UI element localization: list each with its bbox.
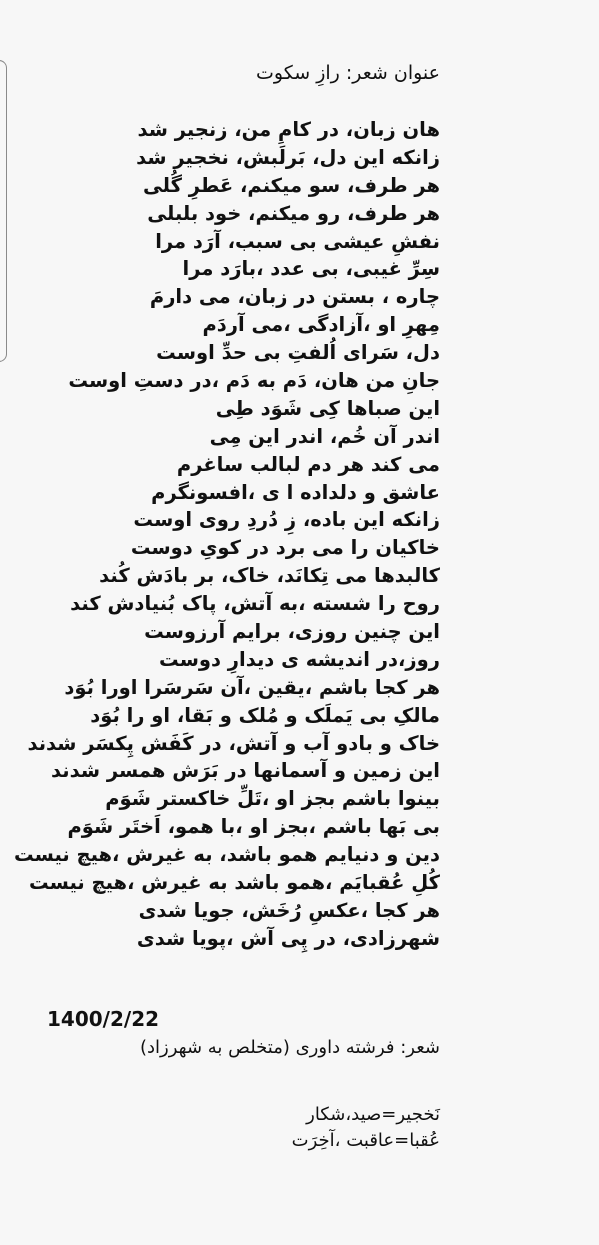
poem-line: سِرِّ غیبی، بی عدد ،بارَد مرا bbox=[182, 257, 440, 281]
poem-line: بی بَها باشم ،بجز او ،با همو، اَختَر شَوَم bbox=[67, 815, 440, 839]
poem-line: کالبدها می تِکانَد، خاک، بر بادَش کُند bbox=[99, 564, 440, 588]
poem-line: جانِ من هان، دَم به دَم ،در دستِ اوست bbox=[68, 369, 440, 393]
poem-line: عاشق و دلداده ا ی ،افسونگرم bbox=[151, 480, 440, 504]
poem-line: شهرزادی، در پِی آش ،پویا شدی bbox=[136, 926, 440, 950]
poem-line: هر کجا باشم ،یقین ،آن سَرسَرا اورا بُوَد bbox=[64, 675, 440, 699]
poem-line: این زمین و آسمانها در بَرَش همسر شدند bbox=[51, 759, 440, 783]
poem-line: هر طرف، سو میکنم، عَطرِ گُلی bbox=[142, 173, 440, 197]
poem-line: دل، سَرای اُلفتِ بی حدِّ اوست bbox=[156, 341, 440, 365]
poem-line: هر طرف، رو میکنم، خود بلبلی bbox=[147, 201, 440, 225]
poem-line: مالکِ بی یَملَک و مُلک و بَقا، او را بُوَد bbox=[90, 703, 440, 727]
glossary bbox=[20, 1102, 440, 1154]
poem-container bbox=[13, 58, 440, 953]
poem-line: نفشِ عیشی بی سبب، آرَد مرا bbox=[155, 229, 440, 253]
poem-line: روز،در اندیشه ی دیدارِ دوست bbox=[159, 647, 440, 671]
poem-line: روح را شسته ،به آتش، پاک بُنیادش کند bbox=[70, 592, 440, 616]
poem-line: خاک و بادو آب و آتش، در کَفَش پِکسَر شدند bbox=[27, 731, 440, 755]
poem-line: مِهرِ او ،آزادگی ،می آردَم bbox=[202, 313, 440, 337]
poem-line: این صباها کِی شَوَد طِی bbox=[215, 396, 440, 420]
poem-footer bbox=[20, 1034, 440, 1154]
poem-line: می کند هر دم لبالب ساغرم bbox=[176, 452, 440, 476]
poem-date: 1400/2/22 bbox=[47, 1007, 160, 1031]
poem-title: عنوان شعر: رازِ سکوت bbox=[256, 62, 440, 84]
author-credit: شعر: فرشته داوری (متخلص به شهرزاد) bbox=[140, 1037, 440, 1058]
poem-line: خاکیان را می برد در کویِ دوست bbox=[130, 536, 440, 560]
poem-line: هر کجا ،عکسِ رُخَش، جویا شدی bbox=[138, 898, 440, 922]
poem-line: اندر آن خُم، اندر این مِی bbox=[209, 424, 440, 448]
poem-body bbox=[13, 116, 440, 953]
poem-line: دین و دنیایم همو باشد، به غیرش ،هیچ نیست bbox=[13, 843, 440, 867]
glossary-item: عُقبا=عاقبت ،آخِرَت bbox=[291, 1130, 440, 1151]
poem-line: کُلِ عُقبایَم ،همو باشد به غیرش ،هیچ نیست bbox=[28, 871, 440, 895]
glossary-item: نَخجیر=صید،شکار bbox=[306, 1104, 440, 1125]
poem-line: زانکه این باده، زِ دُردِ روی اوست bbox=[133, 508, 440, 532]
poem-line: چاره ، بستن در زبان، می دارمَ bbox=[149, 285, 440, 309]
poem-line: زانکه این دل، بَرلَبش، نخجیر شد bbox=[136, 145, 440, 169]
poem-line: هان زبان، در کامِ من، زنجیر شد bbox=[137, 118, 440, 141]
poem-line: بینوا باشم بجز او ،تَلِّ خاکستر شَوَم bbox=[105, 787, 440, 811]
side-panel-edge bbox=[0, 60, 7, 362]
poem-line: این چنین روزی، برایم آرزوست bbox=[144, 620, 440, 644]
cropped-header-fragment bbox=[209, 0, 469, 8]
